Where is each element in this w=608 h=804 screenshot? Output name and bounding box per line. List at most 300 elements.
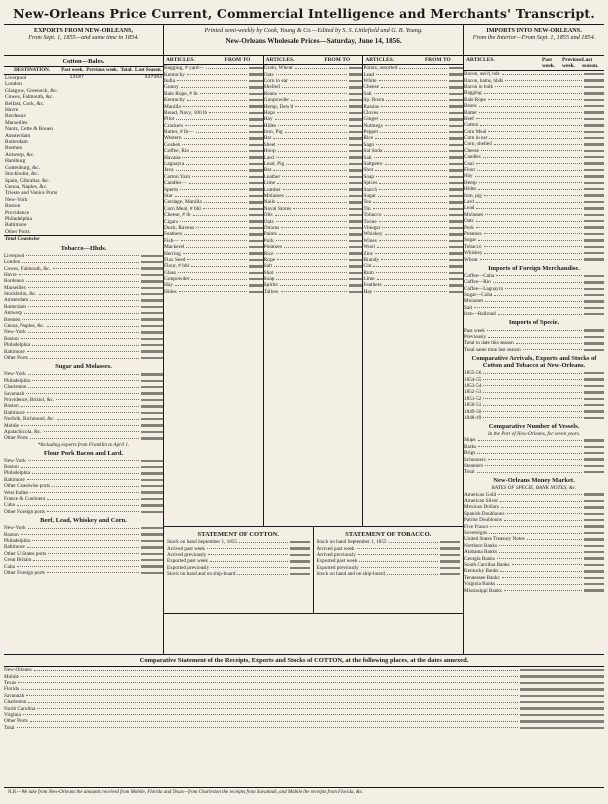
list-item-label: Feathers [363, 282, 382, 289]
figure-mark [584, 532, 604, 534]
figure-mark [449, 284, 463, 286]
list-item-label: 1851-52 [464, 395, 482, 402]
figure-mark [584, 452, 604, 454]
leader-dots [28, 528, 139, 529]
figure-mark [584, 557, 604, 559]
table-cell-label: Total Coastwise [4, 236, 60, 243]
list-item-label: Java [164, 167, 174, 174]
figure-mark [584, 349, 604, 351]
list-item-label: Sugar—Cuba [464, 292, 493, 299]
figure-mark [584, 589, 604, 591]
figure-mark [520, 682, 604, 684]
leader-dots [44, 431, 139, 432]
list-item-label: Lard [464, 199, 474, 205]
leader-dots [175, 196, 247, 197]
list-item-label: Butter [464, 109, 477, 116]
leader-dots [48, 553, 139, 554]
leader-dots [273, 138, 346, 139]
figure-mark [584, 329, 604, 331]
figure-mark [440, 573, 460, 575]
table-cell-value: 647393 [144, 75, 162, 80]
figure-mark [349, 150, 363, 152]
table-cell-value [60, 236, 85, 243]
leader-dots [381, 87, 447, 88]
figure-mark [249, 163, 263, 165]
figure-mark [584, 194, 604, 196]
leader-dots [382, 227, 447, 228]
leader-dots [497, 558, 583, 559]
figure-mark [349, 118, 363, 120]
leader-dots [286, 164, 346, 165]
masthead-title: New-Orleans Price Current, Commercial Intelligence and Merchants' Transcript. [4, 4, 604, 25]
list-item [4, 725, 604, 731]
leader-dots [191, 266, 247, 267]
list-item-label: Corn Meal [464, 128, 487, 135]
leader-dots [374, 291, 447, 292]
figure-mark [249, 233, 263, 235]
table-cell-label: Stockholm, &c. [5, 171, 39, 178]
leader-dots [278, 151, 347, 152]
figure-mark [141, 498, 163, 500]
leader-dots [477, 472, 583, 473]
articles-grid [164, 56, 463, 527]
figure-mark [584, 275, 604, 277]
list-item-label: London [4, 259, 21, 266]
figure-mark [584, 239, 604, 241]
list-item-label: Norfolk, Richmond, &c. [4, 416, 55, 423]
list-item-label: Philadelphia [4, 342, 30, 349]
list-item-label: Whiskey [464, 250, 483, 257]
leader-dots [500, 571, 582, 572]
header-strip [4, 25, 604, 56]
beef-section-title: Beef, Lead, Whiskey and Corn. [40, 517, 127, 525]
list-item-label: Marseilles [4, 284, 26, 291]
list-item-label: Virginia [4, 711, 21, 718]
leader-dots [175, 285, 247, 286]
list-item-label: Exported previously [167, 564, 210, 571]
leader-dots [191, 151, 247, 152]
list-item-label: Lead, Pig [263, 161, 285, 168]
figure-mark [449, 73, 463, 75]
figure-mark [290, 541, 310, 543]
figure-mark [584, 570, 604, 572]
figure-mark [249, 67, 263, 69]
list-item-label: Flax Seed [164, 256, 186, 263]
articles-column-1 [164, 56, 264, 526]
leader-dots [484, 195, 583, 196]
leader-dots [30, 492, 139, 493]
figure-mark [349, 265, 363, 267]
list-item-label: Sago [363, 141, 375, 148]
imports-subtitle: From the Interior—From Sept. 1, 1855 and 1854. [472, 34, 596, 41]
list-item-label: Total to date this season [464, 340, 514, 347]
list-item-label: Sovereigns [464, 530, 488, 537]
figure-mark [584, 398, 604, 400]
list-item-label: Salt [363, 90, 372, 97]
list-item-label: Points, assorted [363, 65, 398, 72]
comparative-statement-title: Comparative Statement of the Receipts, Exports and Stocks of COTTON, at the following places, at the dates annexed. [4, 655, 604, 667]
figure-mark [141, 338, 163, 340]
table-cell-label: New-York [5, 196, 28, 203]
leader-dots [377, 247, 447, 248]
leader-dots [191, 279, 246, 280]
table-cell-label: Bordeaux [5, 113, 26, 120]
list-item-label: New-York [4, 525, 26, 532]
leader-dots [21, 676, 518, 677]
list-item-label: American Silver [464, 498, 499, 505]
cotton-col-header: Last Season. [135, 68, 162, 73]
figure-mark [449, 265, 463, 267]
list-item-label: Hay [464, 173, 473, 180]
leader-dots [21, 338, 139, 339]
comparative-cotton-statement [4, 654, 604, 797]
exports-subtitle: From Sept. 1, 1855—and same time in 1854. [28, 34, 139, 41]
leader-dots [24, 313, 139, 314]
leader-dots [379, 189, 447, 190]
list-item [4, 355, 163, 361]
exports-column [4, 56, 164, 654]
leader-dots [498, 494, 582, 495]
statement-cotton-title: STATEMENT OF COTTON. [197, 531, 279, 538]
sugar-footnote: *Including exports from Franklin to April 1. [37, 441, 130, 448]
list-item-label: Philadelphia [4, 537, 30, 544]
list-item-label: Shot [363, 167, 374, 174]
figure-mark [249, 259, 263, 261]
list-item-label: Previously [464, 334, 487, 341]
figure-mark [249, 125, 263, 127]
figure-mark [584, 288, 604, 290]
figure-mark [141, 572, 163, 574]
table-row [4, 75, 163, 82]
leader-dots [479, 182, 583, 183]
figure-mark [584, 378, 604, 380]
list-item-label: Cloves [363, 109, 379, 116]
list-item-label: Corn Meal, # bbl [164, 205, 201, 212]
figure-mark [249, 144, 263, 146]
figure-mark [584, 583, 604, 585]
list-item-label: Lead [363, 71, 375, 78]
figure-mark [520, 701, 604, 703]
leader-dots [276, 240, 347, 241]
figure-mark [584, 124, 604, 126]
leader-dots [378, 196, 447, 197]
figure-mark [349, 252, 363, 254]
list-item-label: Wool [363, 244, 375, 251]
figure-mark [249, 86, 263, 88]
list-item-label: New-York [4, 329, 26, 336]
list-item-label: Virginia Banks [464, 581, 496, 588]
figure-mark [584, 564, 604, 566]
leader-dots [376, 144, 447, 145]
leader-dots [277, 183, 346, 184]
leader-dots [32, 540, 139, 541]
list-item-label: Cuba [4, 502, 15, 509]
figure-mark [584, 551, 604, 553]
vessels-title: Comparative Number of Vessels. [488, 423, 580, 431]
list-item-label: France & Continent [4, 496, 46, 503]
leader-dots [512, 564, 583, 565]
list-item-label: Iron—Railroad [464, 311, 496, 318]
table-cell-label: Trieste and Venice Ports [5, 190, 58, 197]
figure-mark [249, 188, 263, 190]
figure-mark [584, 519, 604, 521]
figure-mark [141, 380, 163, 382]
leader-dots [47, 499, 139, 500]
figure-mark [141, 318, 163, 320]
leader-dots [206, 68, 247, 69]
leader-dots [189, 183, 247, 184]
list-item-label: Iron, pig [464, 192, 482, 199]
list-item-label: White [363, 77, 377, 84]
money-list [464, 491, 604, 593]
list-item-label: Flour, # bbl [164, 263, 190, 270]
cotton-col-header: Total. [120, 68, 133, 73]
list-item-label: Pork [464, 224, 474, 231]
list-item-label: Cheese [464, 147, 479, 154]
leader-dots [26, 255, 138, 256]
money-market-title: New-Orleans Money Market. [493, 477, 575, 485]
figure-mark [449, 99, 463, 101]
list-item-label: Bacon, ass'd, hds [464, 71, 500, 78]
leader-dots [283, 189, 347, 190]
list-item-label: Hemp [464, 179, 477, 186]
table-cell-label: Amsterdam [5, 132, 31, 139]
figure-mark [249, 73, 263, 75]
list-item-label: Boston [4, 464, 19, 471]
leader-dots [277, 112, 346, 113]
leader-dots [379, 240, 447, 241]
list-item-label: Total [4, 724, 15, 731]
leader-dots [399, 68, 447, 69]
leader-dots [210, 561, 288, 562]
list-item-label: Onions [263, 224, 280, 231]
list-item-label: Hops [263, 109, 276, 116]
leader-dots [478, 240, 582, 241]
figure-mark [249, 252, 263, 254]
table-row [4, 229, 163, 236]
list-item-label: Schooners [464, 456, 486, 463]
list-item-label: Lime [363, 276, 375, 283]
figure-mark [440, 547, 460, 549]
figure-mark [584, 220, 604, 222]
figure-mark [249, 93, 263, 95]
figure-mark [249, 169, 263, 171]
figure-mark [584, 404, 604, 406]
figure-mark [290, 547, 310, 549]
list-item-label: Bread, Navy, 100 lb [164, 109, 208, 116]
list-item-label: Sheet [263, 141, 276, 148]
list-item-label: Tobacco [464, 243, 482, 250]
figure-mark [249, 131, 263, 133]
list-item-label: Tea [363, 199, 372, 206]
leader-dots [502, 74, 583, 75]
figure-mark [349, 73, 363, 75]
leader-dots [375, 253, 447, 254]
list-item-label: Candles— [164, 180, 187, 187]
figure-mark [584, 336, 604, 338]
leader-dots [37, 708, 518, 709]
list-item [4, 509, 163, 515]
figure-mark [584, 175, 604, 177]
figure-mark [584, 169, 604, 171]
table-cell-label: Rotterdam [5, 139, 28, 146]
statement-tobacco-title: STATEMENT OF TOBACCO. [345, 531, 432, 538]
leader-dots [181, 240, 247, 241]
table-cell-label: Cowes, Falmouth, &c. [5, 94, 54, 101]
leader-dots [290, 80, 347, 81]
list-item-label: Florida [4, 686, 19, 693]
list-item-label: Hides [464, 186, 477, 193]
figure-mark [449, 169, 463, 171]
figure-mark [141, 485, 163, 487]
figure-mark [349, 278, 363, 280]
articles-header-1: ARTICLES. FROM TO [164, 56, 263, 65]
leader-dots [276, 157, 347, 158]
list-item-label: Sugar [464, 237, 477, 244]
figure-mark [584, 281, 604, 283]
statements-row [164, 527, 463, 614]
list-item [317, 571, 461, 577]
figure-mark [449, 86, 463, 88]
leader-dots [18, 682, 518, 683]
figure-mark [141, 546, 163, 548]
list-item-label: Oats [464, 218, 474, 225]
figure-mark [141, 527, 163, 529]
articles-column-3 [363, 56, 463, 526]
list-item-label: Coffee—Laguayra [464, 285, 503, 292]
list-item-label: Hay [363, 288, 373, 295]
list-item-label: Stockholm, &c. [4, 291, 37, 298]
leader-dots [176, 170, 247, 171]
cotton-col-header: Past week. [61, 68, 84, 73]
leader-dots [182, 144, 246, 145]
figure-mark [349, 169, 363, 171]
leader-dots [187, 74, 247, 75]
leader-dots [208, 554, 287, 555]
figure-mark [584, 493, 604, 495]
list-item-label: Other Foreign ports [4, 569, 45, 576]
flour-section-title: Flour Pork Bacon and Lard. [43, 449, 124, 457]
leader-dots [291, 100, 346, 101]
table-cell-label: London [5, 81, 22, 88]
list-item-label: Saltpetre [363, 161, 383, 168]
leader-dots [281, 291, 347, 292]
cotton-col-header: Previous week. [86, 68, 119, 73]
list-item-label: Cotton [464, 122, 479, 129]
list-item-label: Other Ports [4, 718, 28, 725]
figure-mark [249, 195, 263, 197]
imports-header [464, 25, 604, 55]
figure-mark [449, 278, 463, 280]
list-item-label: Gunpowder [164, 276, 190, 283]
list-item-label: Beans [464, 103, 477, 110]
figure-mark [349, 86, 363, 88]
leader-dots [183, 253, 247, 254]
figure-mark [449, 272, 463, 274]
leader-dots [480, 259, 583, 260]
list-item-label: Sp. Rosin [363, 97, 385, 104]
figure-mark [449, 93, 463, 95]
figure-mark [141, 357, 163, 359]
figure-mark [584, 92, 604, 94]
figure-mark [249, 227, 263, 229]
leader-dots [33, 560, 139, 561]
figure-mark [584, 294, 604, 296]
leader-dots [477, 453, 582, 454]
figure-mark [141, 306, 163, 308]
list-item-label: Tennessee Banks [464, 574, 500, 581]
table-row [4, 236, 163, 243]
leader-dots [384, 151, 447, 152]
leader-dots [373, 208, 447, 209]
list-item-label: Genoa, Naples, &c. [4, 323, 45, 330]
list-item-label: Stock on hand and on ship-board [316, 571, 385, 578]
specie-title: Imports of Specie. [508, 319, 560, 327]
figure-mark [449, 131, 463, 133]
figure-mark [349, 99, 363, 101]
figure-mark [449, 80, 463, 82]
list-item-label: Naval Stores [263, 205, 292, 212]
list-item-label: Mackerel [164, 244, 185, 251]
figure-mark [349, 291, 363, 293]
leader-dots [494, 144, 583, 145]
figure-mark [141, 261, 163, 263]
list-item [264, 289, 363, 295]
figure-mark [349, 176, 363, 178]
figure-mark [349, 80, 363, 82]
list-item-label: Cotton Yarn [164, 173, 191, 180]
leader-dots [474, 307, 582, 308]
list-item-label: Mississippi Banks [464, 587, 502, 594]
tobacco-section-title: Tobacco—Hhds. [60, 244, 107, 252]
list-item-label: Herring [164, 250, 181, 257]
leader-dots [483, 385, 582, 386]
list-item-label: Charleston [4, 384, 27, 391]
list-item-label: Cordage, Manilla [164, 199, 202, 206]
list-item-label: Liverpool [4, 252, 25, 259]
list-item-label: Pepper [363, 129, 379, 136]
leader-dots [523, 349, 583, 350]
figure-mark [141, 540, 163, 542]
leader-dots [480, 125, 582, 126]
list-item-label: Total [464, 469, 475, 476]
table-cell-value [119, 236, 133, 243]
wholesale-prices-banner: New-Orleans Wholesale Prices—Saturday, June 14, 1856. [225, 37, 402, 45]
list-item-label: Rope [263, 256, 276, 263]
list-item-label: Texas [4, 679, 17, 686]
list-item-label: Nails [263, 199, 276, 206]
leader-dots [187, 100, 247, 101]
figure-mark [449, 67, 463, 69]
list-item [4, 570, 163, 576]
figure-mark [449, 195, 463, 197]
figure-mark [349, 240, 363, 242]
list-item-label: 1853-54 [464, 382, 482, 389]
table-cell-label: Spain, Gibraltar, &c. [5, 177, 50, 184]
comparative-list [464, 370, 604, 421]
list-item-label: Salt [464, 304, 473, 311]
list-item-label: Bar [263, 167, 272, 174]
leader-dots [21, 425, 139, 426]
figure-mark [141, 386, 163, 388]
leader-dots [475, 176, 583, 177]
table-cell-value [134, 229, 163, 236]
list-item-label: India [164, 77, 176, 84]
figure-mark [440, 560, 460, 562]
leader-dots [497, 584, 582, 585]
list-item-label: Other U.States ports [4, 550, 47, 557]
list-item [464, 415, 604, 421]
